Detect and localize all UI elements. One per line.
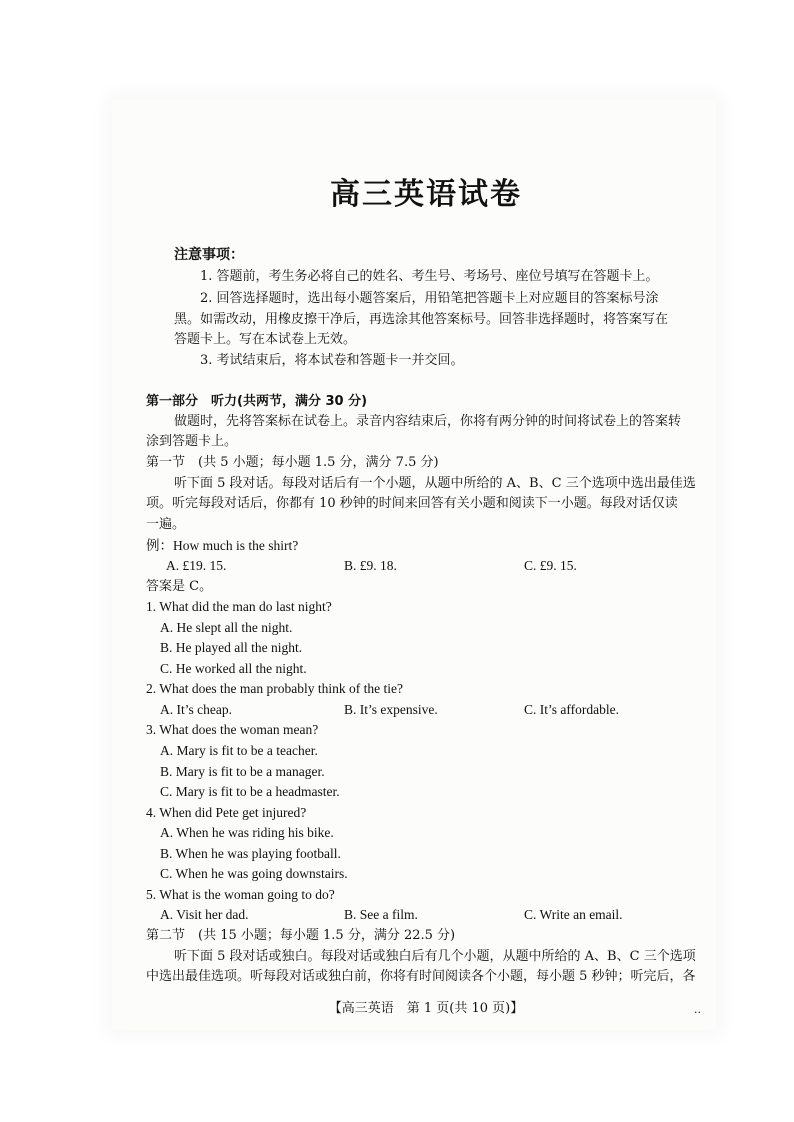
- question-2: 2. What does the man probably think of the tie?: [146, 681, 403, 696]
- question-3-option-c: C. Mary is fit to be a headmaster.: [160, 784, 340, 799]
- notice-line: 黑。如需改动，用橡皮擦干净后，再选涂其他答案标号。回答非选择题时，将答案写在: [174, 312, 669, 327]
- question-3-option-a: A. Mary is fit to be a teacher.: [160, 743, 318, 758]
- notice-line: 2. 回答选择题时，选出每小题答案后，用铅笔把答题卡上对应题目的答案标号涂: [200, 291, 659, 306]
- question-1-option-c: C. He worked all the night.: [160, 661, 307, 676]
- question-5: 5. What is the woman going to do?: [146, 887, 335, 902]
- example-option-c: C. £9. 15.: [524, 558, 577, 573]
- section1-intro-line: 听下面 5 段对话。每段对话后有一个小题，从题中所给的 A、B、C 三个选项中选出最佳选: [174, 476, 696, 491]
- part1-heading: 第一部分 听力(共两节，满分 30 分): [146, 394, 368, 409]
- part1-intro-line: 做题时，先将答案标在试卷上。录音内容结束后，你将有两分钟的时间将试卷上的答案转: [174, 414, 682, 429]
- notice-line: 答题卡上。写在本试卷上无效。: [174, 332, 357, 347]
- section1-intro-line: 项。听完每段对话后，你都有 10 秒钟的时间来回答有关小题和阅读下一小题。每段对话仅读: [146, 496, 678, 511]
- question-4-option-b: B. When he was playing football.: [160, 846, 341, 861]
- section1-intro-line: 一遍。: [146, 517, 186, 532]
- part1-intro-line: 涂到答题卡上。: [146, 434, 238, 449]
- question-5-option-c: C. Write an email.: [524, 907, 623, 922]
- question-1-option-a: A. He slept all the night.: [160, 620, 293, 635]
- question-4-option-c: C. When he was going downstairs.: [160, 866, 348, 881]
- question-2-option-c: C. It’s affordable.: [524, 702, 619, 717]
- notice-heading: 注意事项：: [174, 247, 244, 263]
- corner-mark: ..: [694, 1003, 701, 1016]
- notice-line: 3. 考试结束后，将本试卷和答题卡一并交回。: [200, 353, 464, 368]
- question-2-option-b: B. It’s expensive.: [344, 702, 438, 717]
- example-answer: 答案是 C。: [146, 579, 213, 594]
- question-4: 4. When did Pete get injured?: [146, 805, 307, 820]
- question-4-option-a: A. When he was riding his bike.: [160, 825, 334, 840]
- question-3-option-b: B. Mary is fit to be a manager.: [160, 764, 325, 779]
- question-2-option-a: A. It’s cheap.: [160, 702, 232, 717]
- example-option-a: A. £19. 15.: [166, 558, 227, 573]
- example-question: 例：How much is the shirt?: [146, 538, 299, 553]
- section2-intro-line: 中选出最佳选项。听每段对话或独白前，你将有时间阅读各个小题，每小题 5 秒钟；听完后，各: [146, 969, 696, 984]
- page-title: 高三英语试卷: [330, 177, 522, 212]
- question-3: 3. What does the woman mean?: [146, 722, 319, 737]
- question-1-option-b: B. He played all the night.: [160, 640, 303, 655]
- section2-intro-line: 听下面 5 段对话或独白。每段对话或独白后有几个小题，从题中所给的 A、B、C 三个选项: [174, 949, 696, 964]
- question-1: 1. What did the man do last night?: [146, 599, 332, 614]
- section1-heading: 第一节 (共 5 小题；每小题 1.5 分，满分 7.5 分): [146, 455, 439, 470]
- section2-heading: 第二节 (共 15 小题；每小题 1.5 分，满分 22.5 分): [146, 928, 456, 943]
- example-option-b: B. £9. 18.: [344, 558, 397, 573]
- notice-line: 1. 答题前，考生务必将自己的姓名、考生号、考场号、座位号填写在答题卡上。: [200, 269, 659, 284]
- page-footer: 【高三英语 第 1 页(共 10 页)】: [328, 1001, 524, 1016]
- question-5-option-a: A. Visit her dad.: [160, 907, 249, 922]
- question-5-option-b: B. See a film.: [344, 907, 418, 922]
